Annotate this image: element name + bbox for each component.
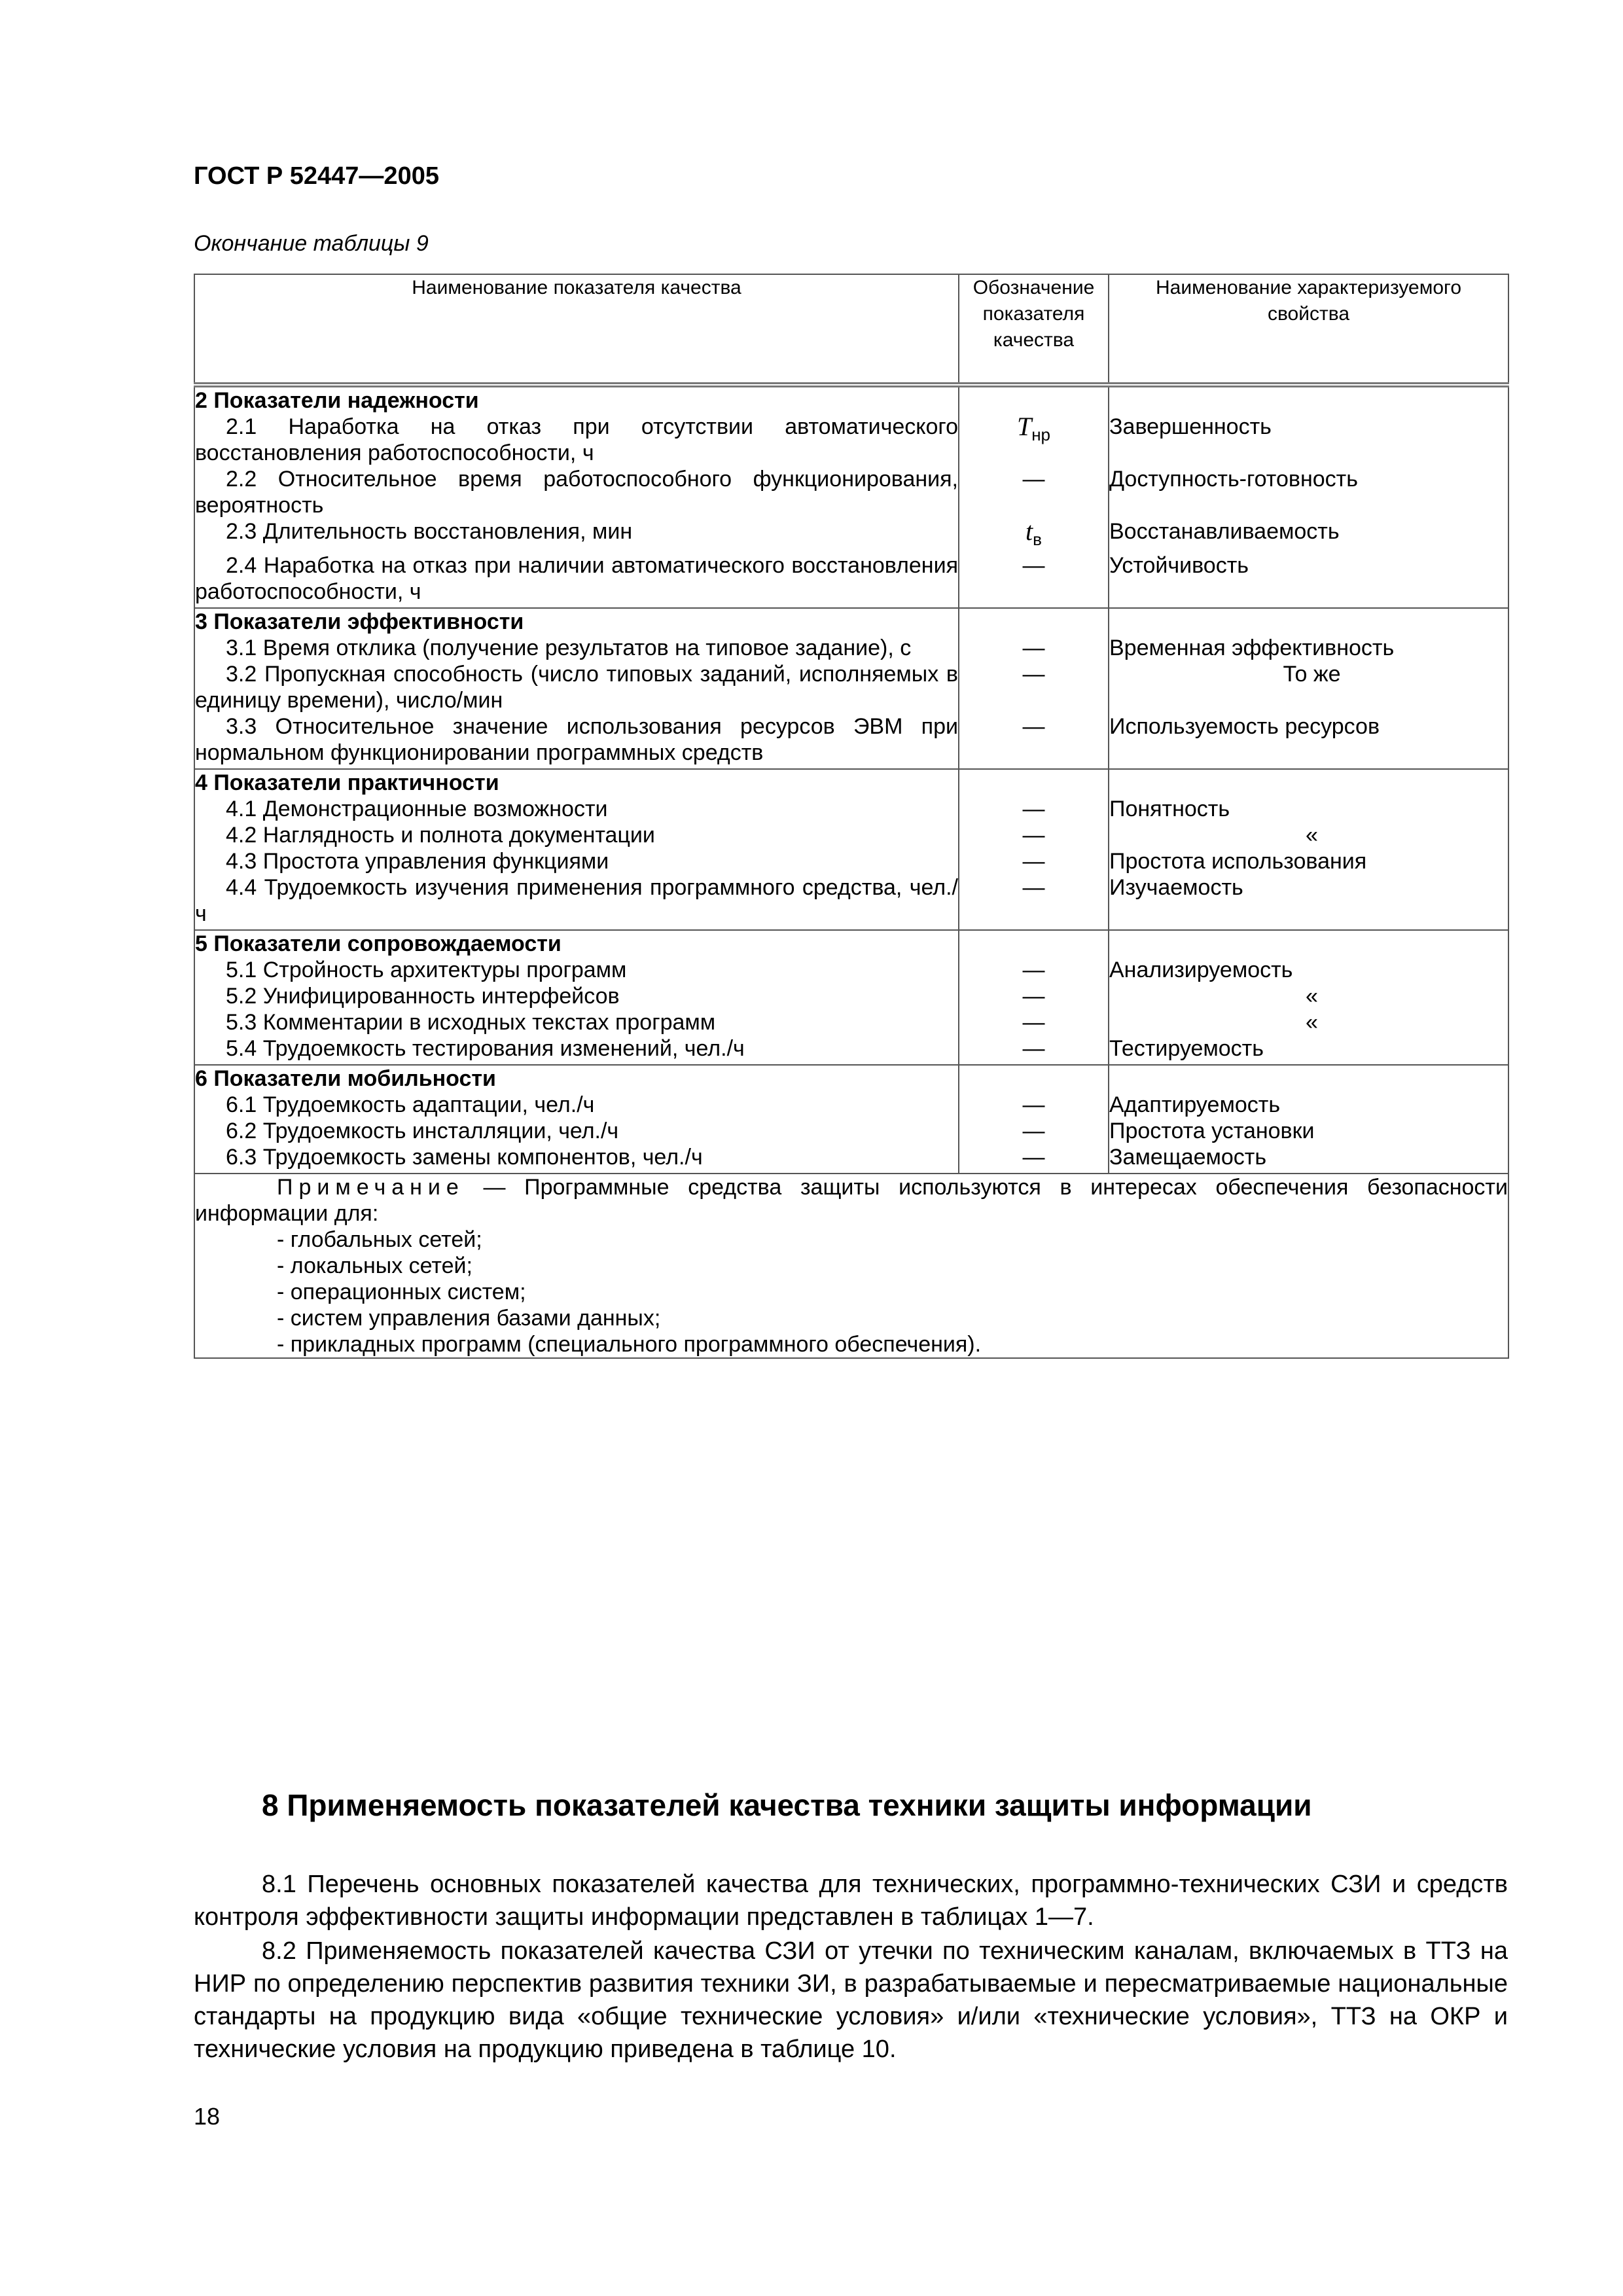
note-text — [195, 1174, 1508, 1227]
indicator-name-text: 5.2 Унифицированность интерфейсов — [226, 983, 620, 1009]
indicator-name — [194, 518, 959, 552]
characterized-property: Восстанавливаемость — [1109, 518, 1508, 552]
indicator-name-text: 5.4 Трудоемкость тестирования изменений, чел./ч — [226, 1035, 745, 1061]
indicator-designation: — — [959, 1144, 1109, 1174]
indicator-name — [194, 822, 959, 848]
characterized-property: Завершенность — [1109, 414, 1508, 466]
indicator-name — [194, 466, 959, 518]
table-note — [194, 1174, 1508, 1358]
indicator-group — [194, 385, 1508, 608]
empty-cell — [959, 385, 1109, 414]
paragraph-text: 8.2 Применяемость показателей качества СЗИ от утечки по техническим каналам, включаемых в ТТЗ на НИР по определению перспектив развития техники ЗИ, в разрабатываемые и пересматриваемые национальные стандарты на продукцию вида «общие технические условия» и/или «технические условия», ТТЗ на ОКР и технические условия на продукцию приведена в таблице 10. — [194, 1937, 1508, 2063]
table-row — [194, 822, 1508, 848]
table-row — [194, 1144, 1508, 1174]
note-item: - прикладных программ (специального программного обеспечения). — [277, 1331, 982, 1357]
table-row — [194, 414, 1508, 466]
column-header-designation: Обозначение показателя качества — [959, 274, 1109, 385]
characterized-property: Тестируемость — [1109, 1035, 1508, 1065]
empty-cell — [1109, 769, 1508, 796]
indicator-designation: — — [959, 635, 1109, 661]
table-row — [194, 1009, 1508, 1035]
group-header-row — [194, 608, 1508, 635]
quality-indicators-table — [194, 274, 1509, 1359]
characterized-property: Анализируемость — [1109, 957, 1508, 983]
characterized-property: Адаптируемость — [1109, 1092, 1508, 1118]
note-item: - глобальных сетей; — [277, 1227, 482, 1252]
group-title: 5 Показатели сопровождаемости — [194, 930, 959, 957]
indicator-name — [194, 661, 959, 713]
table-row — [194, 848, 1508, 874]
note-label: Примечание — [277, 1174, 465, 1200]
indicator-name — [194, 1092, 959, 1118]
characterized-property: Изучаемость — [1109, 874, 1508, 930]
characterized-property: Понятность — [1109, 796, 1508, 822]
empty-cell — [959, 769, 1109, 796]
group-header-row — [194, 385, 1508, 414]
indicator-name-text: 3.3 Относительное значение использования ресурсов ЭВМ при нормальном функционировании программных средств — [195, 713, 958, 765]
indicator-name-text: 4.2 Наглядность и полнота документации — [226, 822, 655, 848]
note-item: - систем управления базами данных; — [277, 1305, 661, 1331]
section-title: 8 Применяемость показателей качества техники защиты информации — [262, 1788, 1312, 1822]
table-row — [194, 635, 1508, 661]
indicator-name — [194, 1009, 959, 1035]
indicator-name-text: 4.4 Трудоемкость изучения применения программного средства, чел./ч — [195, 874, 958, 926]
characterized-property: Доступность-готовность — [1109, 466, 1508, 518]
table-row — [194, 466, 1508, 518]
characterized-property: Простота установки — [1109, 1118, 1508, 1144]
table-caption: Окончание таблицы 9 — [194, 231, 429, 256]
note-item: - операционных систем; — [277, 1279, 526, 1304]
table-header-row — [194, 274, 1508, 385]
indicator-name — [194, 1035, 959, 1065]
indicator-name-text: 4.1 Демонстрационные возможности — [226, 796, 608, 821]
note-body: — Программные средства защиты используются в интересах обеспечения безопасности информации для: — [195, 1174, 1508, 1226]
indicator-name — [194, 983, 959, 1009]
empty-cell — [1109, 1065, 1508, 1092]
indicator-name-text: 6.1 Трудоемкость адаптации, чел./ч — [226, 1092, 595, 1117]
table-row — [194, 1118, 1508, 1144]
indicator-designation: — — [959, 848, 1109, 874]
indicator-name — [194, 874, 959, 930]
group-title: 3 Показатели эффективности — [194, 608, 959, 635]
table-row — [194, 661, 1508, 713]
indicator-designation: — — [959, 1009, 1109, 1035]
paragraph-8-1 — [194, 1868, 1508, 1933]
table-row — [194, 1092, 1508, 1118]
designation-symbol: T — [1016, 412, 1032, 441]
paragraph-text: 8.1 Перечень основных показателей качества для технических, программно-технических СЗИ и средств контроля эффективности защиты информации представлен в таблицах 1—7. — [194, 1871, 1508, 1931]
designation-subscript: нр — [1031, 424, 1051, 444]
designation-symbol: t — [1026, 516, 1033, 546]
table-row — [194, 713, 1508, 769]
group-title: 2 Показатели надежности — [194, 385, 959, 414]
characterized-property: « — [1109, 983, 1508, 1009]
characterized-property: Устойчивость — [1109, 552, 1508, 608]
characterized-property: « — [1109, 822, 1508, 848]
characterized-property: Простота использования — [1109, 848, 1508, 874]
indicator-name-text: 5.1 Стройность архитектуры программ — [226, 957, 627, 982]
indicator-name-text: 6.2 Трудоемкость инсталляции, чел./ч — [226, 1118, 619, 1143]
document-code-header: ГОСТ Р 52447—2005 — [194, 162, 439, 190]
indicator-name — [194, 796, 959, 822]
table-row — [194, 552, 1508, 608]
indicator-designation: — — [959, 822, 1109, 848]
indicator-name — [194, 1118, 959, 1144]
group-title: 6 Показатели мобильности — [194, 1065, 959, 1092]
table-row — [194, 874, 1508, 930]
indicator-name-text: 6.3 Трудоемкость замены компонентов, чел./ч — [226, 1144, 703, 1170]
indicator-designation: — — [959, 466, 1109, 518]
indicator-name-text: 2.4 Наработка на отказ при наличии автоматического восстановления работоспособности, ч — [195, 552, 958, 604]
indicator-name — [194, 957, 959, 983]
designation-subscript: в — [1033, 529, 1042, 549]
indicator-name — [194, 414, 959, 466]
indicator-group — [194, 769, 1508, 930]
empty-cell — [959, 608, 1109, 635]
empty-cell — [1109, 385, 1508, 414]
indicator-name — [194, 552, 959, 608]
characterized-property: То же — [1109, 661, 1508, 713]
indicator-designation: — — [959, 1035, 1109, 1065]
note-item: - локальных сетей; — [277, 1253, 473, 1278]
indicator-group — [194, 608, 1508, 769]
indicator-designation — [959, 518, 1109, 552]
indicator-group — [194, 1065, 1508, 1174]
indicator-designation: — — [959, 796, 1109, 822]
characterized-property: « — [1109, 1009, 1508, 1035]
indicator-designation: — — [959, 957, 1109, 983]
indicator-name — [194, 635, 959, 661]
empty-cell — [1109, 930, 1508, 957]
page-number: 18 — [194, 2103, 221, 2130]
group-header-row — [194, 769, 1508, 796]
characterized-property: Замещаемость — [1109, 1144, 1508, 1174]
empty-cell — [1109, 608, 1508, 635]
indicator-name — [194, 848, 959, 874]
indicator-designation: — — [959, 983, 1109, 1009]
indicator-name-text: 4.3 Простота управления функциями — [226, 848, 609, 874]
column-header-indicator-name: Наименование показателя качества — [194, 274, 959, 385]
table-row — [194, 1035, 1508, 1065]
indicator-designation: — — [959, 661, 1109, 713]
indicator-name-text: 2.1 Наработка на отказ при отсутствии автоматического восстановления работоспособности, ч — [195, 414, 958, 465]
table-row — [194, 983, 1508, 1009]
indicator-name — [194, 1144, 959, 1174]
indicator-name-text: 5.3 Комментарии в исходных текстах программ — [226, 1009, 716, 1035]
note-row — [194, 1174, 1508, 1358]
indicator-designation: — — [959, 874, 1109, 930]
characterized-property: Используемость ресурсов — [1109, 713, 1508, 769]
indicator-group — [194, 930, 1508, 1065]
table-row — [194, 796, 1508, 822]
indicator-name-text: 2.2 Относительное время работоспособного функционирования, вероятность — [195, 467, 958, 518]
paragraph-8-2 — [194, 1935, 1508, 2066]
empty-cell — [959, 930, 1109, 957]
group-title: 4 Показатели практичности — [194, 769, 959, 796]
indicator-name-text: 3.1 Время отклика (получение результатов на типовое задание), с — [226, 635, 912, 660]
indicator-name — [194, 713, 959, 769]
indicator-designation: — — [959, 1092, 1109, 1118]
group-header-row — [194, 930, 1508, 957]
indicator-designation: — — [959, 552, 1109, 608]
table-row — [194, 957, 1508, 983]
indicator-designation — [959, 414, 1109, 466]
indicator-name-text: 2.3 Длительность восстановления, мин — [226, 519, 633, 544]
empty-cell — [959, 1065, 1109, 1092]
column-header-property: Наименование характеризуемого свойства — [1109, 274, 1508, 385]
group-header-row — [194, 1065, 1508, 1092]
characterized-property: Временная эффективность — [1109, 635, 1508, 661]
indicator-designation: — — [959, 713, 1109, 769]
table-row — [194, 518, 1508, 552]
indicator-name-text: 3.2 Пропускная способность (число типовых заданий, исполняемых в единицу времени), число/мин — [195, 661, 958, 713]
indicator-designation: — — [959, 1118, 1109, 1144]
